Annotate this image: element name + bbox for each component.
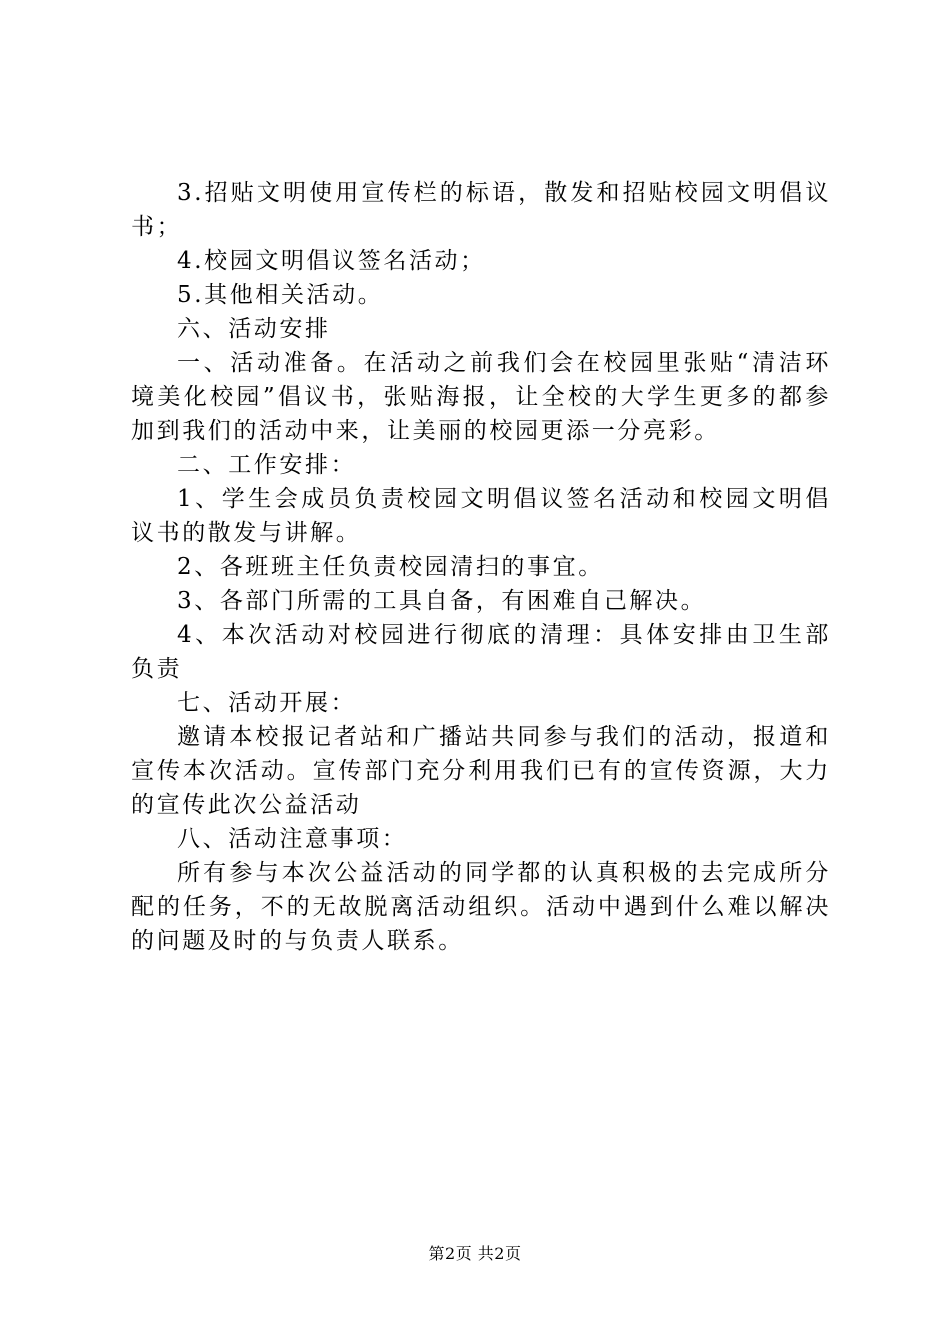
paragraph-work-1: 1、学生会成员负责校园文明倡议签名活动和校园文明倡议书的散发与讲解。 [131,486,831,546]
page-footer: 第2页 共2页 [428,1244,522,1263]
paragraph-item-4: 4.校园文明倡议签名活动； [177,248,486,274]
paragraph-item-3: 3.招贴文明使用宣传栏的标语，散发和招贴校园文明倡议书； [131,180,831,240]
section-heading-execution: 七、活动开展： [177,690,357,716]
section-heading-schedule: 六、活动安排 [177,316,331,342]
paragraph-notes: 所有参与本次公益活动的同学都的认真积极的去完成所分配的任务，不的无故脱离活动组织。活动中遇到什么难以解决的问题及时的与负责人联系。 [131,860,831,954]
paragraph-preparation: 一、活动准备。在活动之前我们会在校园里张贴“清洁环境美化校园”倡议书，张贴海报，让全校的大学生更多的都参加到我们的活动中来，让美丽的校园更添一分亮彩。 [131,350,831,444]
paragraph-work-3: 3、各部门所需的工具自备，有困难自己解决。 [177,588,707,614]
paragraph-execution: 邀请本校报记者站和广播站共同参与我们的活动，报道和宣传本次活动。宣传部门充分利用我们已有的宣传资源，大力的宣传此次公益活动 [131,724,831,818]
paragraph-item-5: 5.其他相关活动。 [177,282,384,308]
paragraph-work-2: 2、各班班主任负责校园清扫的事宜。 [177,554,604,580]
subheading-work-arrangement: 二、工作安排： [177,452,357,478]
paragraph-work-4: 4、本次活动对校园进行彻底的清理：具体安排由卫生部负责 [131,622,831,682]
document-body [131,176,831,958]
section-heading-notes: 八、活动注意事项： [177,826,408,852]
